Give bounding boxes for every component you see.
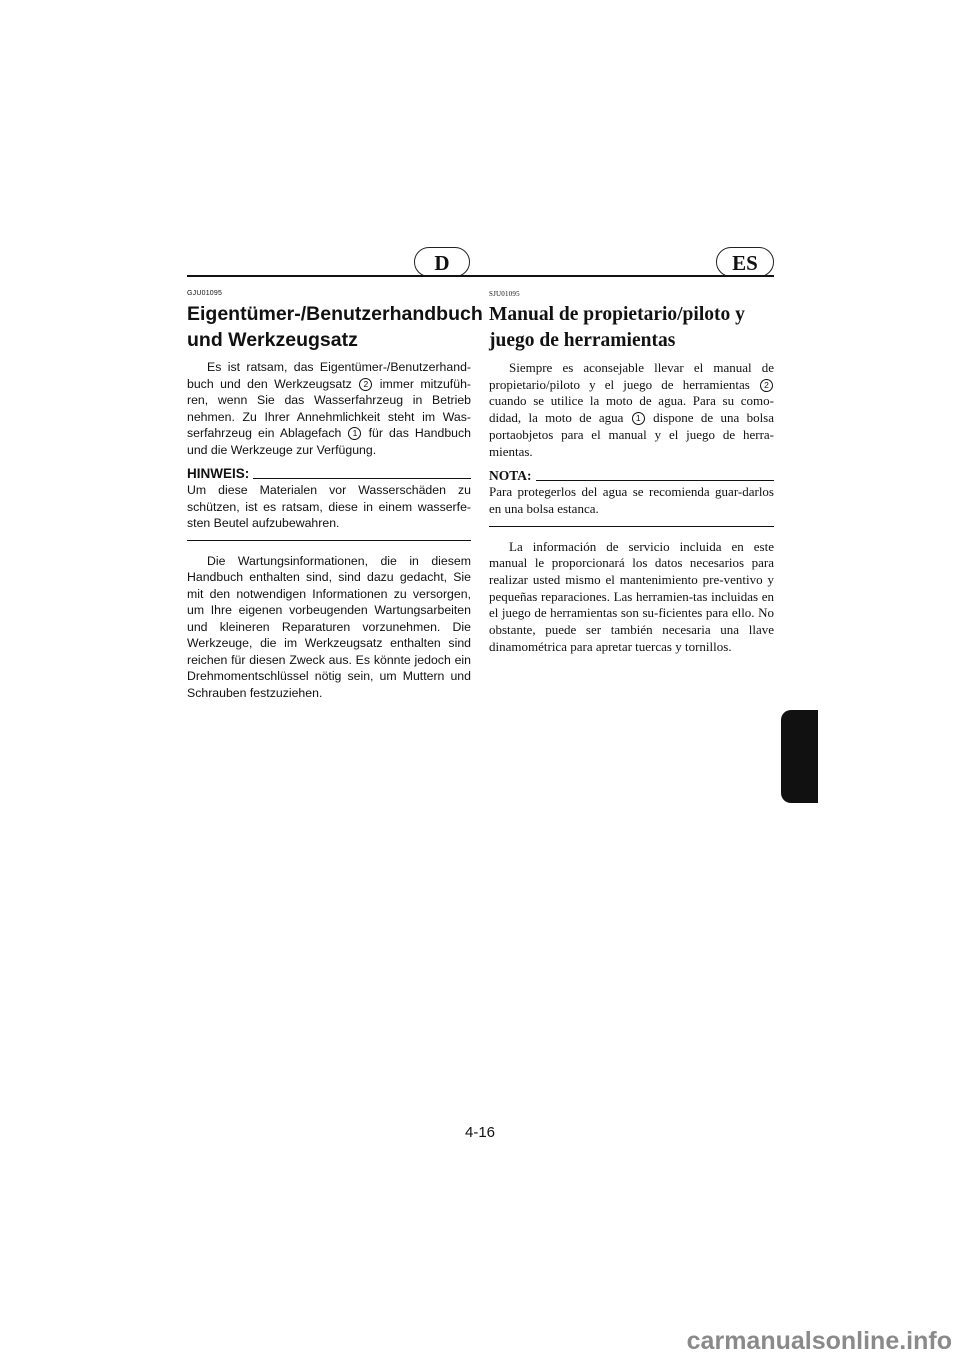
page-number: 4-16: [464, 1124, 496, 1141]
chapter-thumb-tab: [781, 710, 818, 803]
note-text: Um diese Materialen vor Wasserschäden zu schützen, ist es ratsam, diese in einem wasserfe-sten Beutel aufzubewahren.: [187, 483, 471, 530]
service-paragraph: Die Wartungsinformationen, die in diesem Handbuch enthalten sind, sind dazu gedacht, Sie mit den notwendigen Informationen zu versorgen, um Ihre eigenen vorbeugenden Wartungsarbeiten und kleineren Reparaturen vorzunehmen. Die Werkzeuge, die im Werkzeugsatz enthalten sind reichen für diesen Zweck aus. Es könnte jedoch ein Drehmomentschlüssel nötig sein, um Muttern und Schrauben festzuziehen.: [187, 553, 471, 700]
note-rule: [536, 480, 775, 481]
note-rule: [253, 478, 471, 479]
note-label: NOTA:: [489, 468, 532, 484]
text-run: immer mitzufüh-ren, wenn Sie das Wasserfahrzeug in Betrieb nehmen. Zu Ihrer Annehmlichkeit steht im Was-serfahrzeug ein Ablagefach: [187, 376, 471, 440]
callout-number-1: 1: [348, 427, 361, 440]
note-label: HINWEIS:: [187, 466, 250, 481]
german-column: [187, 282, 483, 701]
title-line-2: und Werkzeugsatz: [187, 329, 358, 351]
note-header: [187, 466, 471, 482]
language-badge-es: ES: [716, 247, 774, 277]
callout-number-2: 2: [760, 379, 773, 392]
service-paragraph: La información de servicio incluida en este manual le proporcionará los datos necesarios para realizar usted mismo el mantenimiento pre-ventivo y pequeñas reparaciones. Las herramien-tas incluidas en el juego de herramientas son su-ficientes para ello. No obstante, puede ser también necesaria una llave dinamométrica para apretar tuercas y tornillos.: [489, 538, 774, 654]
section-code: GJU01095: [187, 290, 223, 297]
text-run: cuando se utilice la moto de agua. Para su como-didad, la moto de agua: [489, 393, 774, 426]
title-line-1: Manual de propietario/piloto y: [489, 304, 745, 325]
text-run: für das Handbuch und die Werkzeuge zur Verfügung.: [187, 426, 471, 457]
section-code: SJU01095: [489, 290, 520, 298]
text-run: dispone de una bolsa portaobjetos para el manual y el juego de herra-mientas.: [489, 410, 775, 459]
title-line-1: Eigentümer-/Benutzerhandbuch: [187, 303, 483, 325]
title-line-2: juego de herramientas: [489, 330, 676, 351]
note-text: Para protegerlos del agua se recomienda guar-darlos en una bolsa estanca.: [489, 484, 774, 516]
callout-number-1: 1: [632, 412, 645, 425]
header-rule: [187, 275, 774, 277]
section-title: [489, 302, 774, 354]
language-badge-d: D: [414, 247, 470, 277]
text-run: Siempre es aconsejable llevar el manual de propietario/piloto y el juego de herramientas: [489, 360, 774, 392]
note-header: [489, 468, 774, 484]
note-end-rule: [489, 526, 774, 527]
intro-paragraph: [489, 360, 774, 460]
footer-watermark: carmanualsonline.info: [686, 1327, 952, 1355]
note-end-rule: [187, 540, 471, 541]
spanish-column: [489, 282, 774, 656]
section-title: [187, 301, 483, 353]
text-run: Es ist ratsam, das Eigentümer-/Benutzerhand-buch und den Werkzeugsatz: [187, 360, 471, 391]
callout-number-2: 2: [359, 378, 372, 391]
intro-paragraph: [187, 359, 471, 458]
